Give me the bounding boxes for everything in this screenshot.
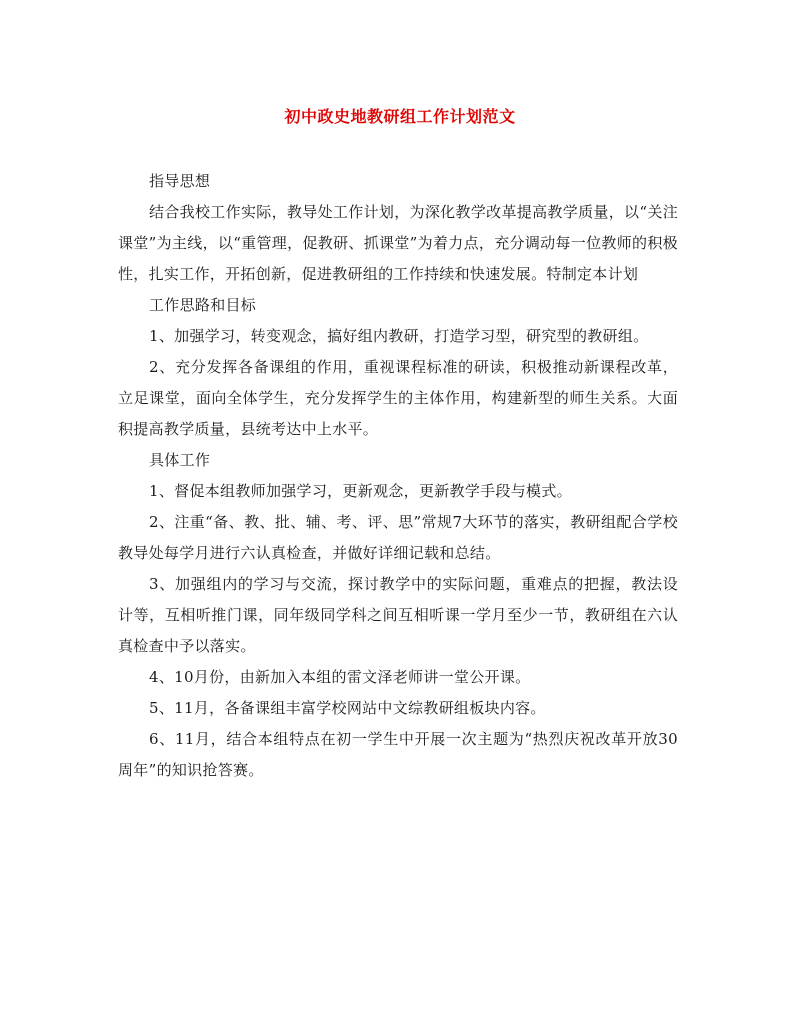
document-body (118, 166, 678, 786)
paragraph-task-4: 4、10月份，由新加入本组的雷文泽老师讲一堂公开课。 (149, 668, 531, 686)
document-title: 初中政史地教研组工作计划范文 (284, 107, 516, 126)
paragraph-goal-2: 2、充分发挥各备课组的作用，重视课程标准的研读，积极推动新课程改革，立足课堂，面向全体学生，充分发挥学生的主体作用，构建新型的师生关系。大面积提高教学质量，县统考达中上水平。 (118, 358, 678, 438)
section-heading-work-approach: 工作思路和目标 (149, 296, 257, 314)
paragraph-guiding-ideology: 结合我校工作实际，教导处工作计划，为深化教学改革提高教学质量，以“关注课堂”为主线，以“重管理，促教研、抓课堂”为着力点，充分调动每一位教师的积极性，扎实工作，开拓创新，促进教研组的工作持续和快速发展。特制定本计划 (118, 203, 678, 283)
paragraph-task-6: 6、11月，结合本组特点在初一学生中开展一次主题为“热烈庆祝改革开放30周年”的知识抢答赛。 (118, 730, 678, 779)
section-heading-specific-work: 具体工作 (149, 451, 211, 469)
paragraph-task-3: 3、加强组内的学习与交流，探讨教学中的实际问题，重难点的把握，教法设计等，互相听推门课，同年级同学科之间互相听课一学月至少一节，教研组在六认真检查中予以落实。 (118, 575, 678, 655)
paragraph-task-5: 5、11月，各备课组丰富学校网站中文综教研组板块内容。 (149, 699, 546, 717)
section-heading-guiding-ideology: 指导思想 (149, 172, 211, 190)
paragraph-task-1: 1、督促本组教师加强学习，更新观念，更新教学手段与模式。 (149, 482, 572, 500)
paragraph-task-2: 2、注重“备、教、批、辅、考、评、思”常规7大环节的落实，教研组配合学校教导处每学月进行六认真检查，并做好详细记载和总结。 (118, 513, 678, 562)
paragraph-goal-1: 1、加强学习，转变观念，搞好组内教研，打造学习型，研究型的教研组。 (149, 327, 649, 345)
